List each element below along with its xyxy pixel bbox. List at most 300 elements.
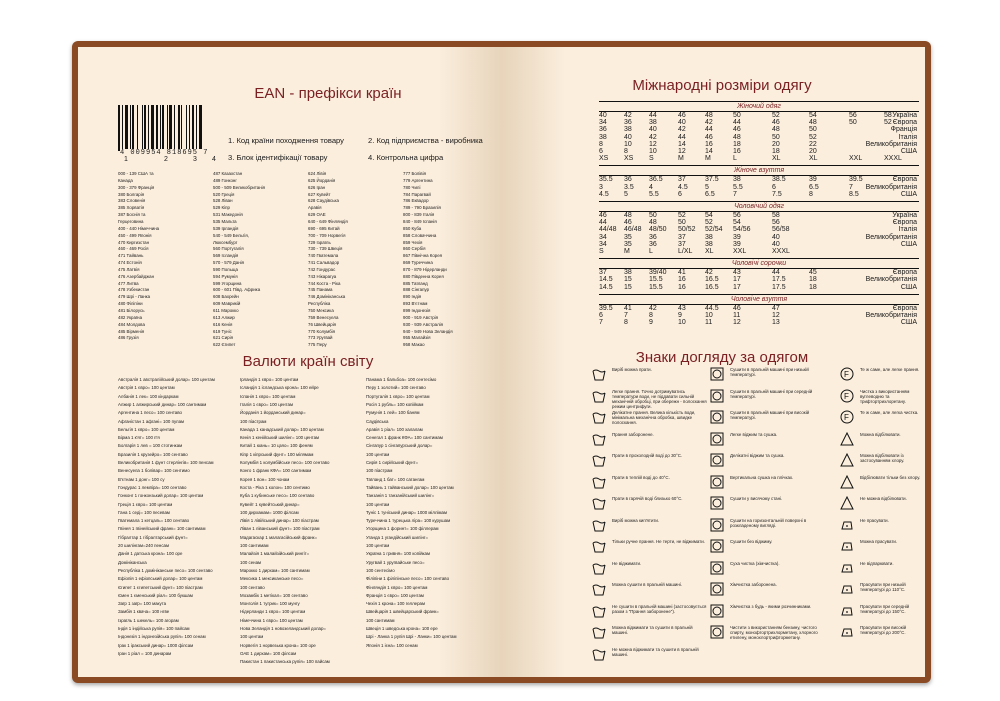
size-value: 50: [733, 112, 741, 119]
currency-entry-1-10: Колумбія 1 колумбійське песо= 100 сентаво: [240, 460, 330, 465]
size-value: 15: [624, 276, 632, 284]
currency-entry-1-6: Канада 1 канадський долар= 100 центам: [240, 426, 324, 432]
ean-entry-3-12: 867 Північна Корея: [403, 253, 443, 259]
ean-entry-3-11: 860 Сербія: [403, 246, 426, 252]
currency-entry-2-23: 100 сентесімо: [366, 567, 395, 573]
care-description: Хімчистка з будь - якими розчинниками.: [730, 603, 812, 609]
ean-entry-0-8: 400 - 440 Німеччина: [118, 225, 160, 231]
barcode-bar: [137, 105, 138, 151]
care-symbol-icon: [710, 518, 724, 532]
size-value: 15.5: [649, 276, 663, 284]
size-value: 10: [649, 148, 657, 155]
size-country: Європа: [892, 119, 917, 127]
care-symbol-icon: [592, 647, 606, 661]
size-value: 7: [849, 183, 853, 191]
size-country: США: [900, 319, 917, 327]
ean-entry-0-1: Канада: [118, 177, 133, 183]
currency-entry-2-7: Сенегал 1 франк КФА= 100 сантимам: [366, 435, 443, 441]
size-value: 37: [678, 233, 686, 241]
size-value: 4.5: [599, 190, 609, 198]
currency-entry-0-19: Гібралтар 1 гібралтарський фунт=: [118, 534, 188, 540]
care-symbol-icon: [710, 475, 724, 489]
size-value: 50: [809, 126, 817, 134]
ean-entry-1-5: 529 Кіпр: [213, 205, 230, 211]
ean-entry-2-11: 730 - 739 Швеція: [308, 246, 343, 252]
size-value: 15.5: [649, 283, 663, 291]
barcode-digits: 4 009954 818695 7: [120, 149, 209, 157]
size-country: США: [900, 283, 917, 291]
currency-entry-2-25: Фінляндія 1 євро= 100 центам: [366, 584, 428, 590]
size-value: 42: [649, 133, 657, 141]
care-symbol-icon: [592, 625, 606, 639]
ean-entry-1-8: 539 Ірландія: [213, 225, 239, 231]
legend-item-4: 4. Контрольна цифра: [368, 153, 444, 162]
ean-entry-1-17: 600 - 601 Півд. Африка: [213, 287, 261, 293]
currency-entry-2-18: Угорщина 1 форинт= 100 філлерам: [366, 526, 439, 532]
barcode-bar: [144, 105, 146, 151]
ean-entry-2-5: Аравія: [308, 205, 322, 211]
currency-entry-0-8: Болгарія 1 лев = 100 стотинкам: [118, 443, 183, 449]
ean-entry-1-13: 570 - 579 Данія: [213, 260, 244, 266]
size-country: Європа: [892, 176, 917, 184]
size-value: 11: [733, 312, 741, 319]
ean-entry-2-4: 628 Саудівська: [308, 198, 339, 204]
currency-entry-1-5: 100 піастрам: [240, 418, 267, 424]
currency-entry-2-1: Перу 1 золотий= 100 сентаво: [366, 385, 426, 391]
size-value: 50: [772, 133, 780, 141]
care-description: Сушити на горизонтальній поверхні в розкладеному вигляді.: [730, 517, 807, 528]
size-value: 18: [772, 148, 780, 155]
currency-entry-2-17: Туреччина 1 турецька ліра= 100 курушам: [366, 518, 451, 524]
currency-entry-0-33: Іран 1 ріал = 100 динарам: [118, 650, 172, 656]
currency-entry-0-20: 20 шилінгам=240 пенсам: [118, 543, 170, 548]
ean-entry-1-20: 611 Марокко: [213, 308, 239, 313]
size-value: 20: [772, 140, 780, 148]
size-value: 16: [678, 283, 686, 291]
care-description: Можна відбілювати із застосуванням хлору.: [860, 453, 905, 464]
care-symbol-icon: [840, 582, 854, 596]
care-description: Прати в прохолодній воді до 30°С.: [612, 453, 683, 458]
care-description: Сушити без віджиму.: [730, 539, 773, 544]
care-description: Чистити з використанням бензину, чистого спирту, монофтортрихлорметану, хлорного етилену, монохлортрифторметану.: [730, 625, 818, 641]
barcode-label-2: 2: [164, 156, 168, 163]
currency-entry-2-0: Панама 1 бальбоа= 100 сентесімо: [366, 377, 437, 382]
barcode-bar: [196, 105, 197, 151]
care-symbol-icon: [592, 432, 606, 446]
currency-entry-0-6: Бельгія 1 євро= 100 центам: [118, 426, 175, 432]
size-value: 44: [649, 112, 657, 119]
size-value: 18: [733, 140, 741, 148]
care-symbol-icon: [592, 561, 606, 575]
ean-entry-1-1: 489 Гонконг: [213, 177, 237, 183]
size-country: Європа: [892, 269, 917, 277]
size-country: Великобританія: [865, 276, 917, 284]
size-value: 7: [733, 190, 737, 198]
size-value: 3.5: [624, 183, 634, 191]
size-value: 12: [649, 140, 657, 148]
ean-entry-1-14: 590 Польща: [213, 266, 238, 272]
size-value: XL: [809, 155, 818, 163]
care-symbol-icon: [710, 625, 724, 639]
ean-entry-3-0: 777 Болівія: [403, 171, 426, 176]
currency-entry-0-22: Домініканська: [118, 559, 147, 565]
size-value: 17.5: [772, 283, 786, 291]
size-value: 47: [772, 304, 780, 312]
care-symbol-icon: [710, 496, 724, 510]
ean-entry-0-19: 480 Філіпіни: [118, 301, 143, 307]
size-value: 39: [733, 240, 741, 248]
size-value: 14: [678, 140, 686, 148]
ean-entry-1-24: 621 Сирія: [213, 335, 233, 341]
barcode-bar: [151, 105, 154, 151]
currency-entry-2-19: Уганда 1 угандійський шилінг=: [366, 534, 429, 540]
ean-entry-3-1: 779 Аргентина: [403, 177, 433, 183]
size-value: 14.5: [599, 276, 613, 284]
currency-entry-2-12: Таїланд 1 бат= 100 сатангам: [366, 476, 425, 482]
barcode-bar: [160, 105, 161, 151]
care-symbol-icon: [710, 432, 724, 446]
care-symbol-icon: [592, 582, 606, 596]
currency-entry-0-16: Гана 1 седі= 100 песевам: [118, 509, 170, 515]
size-value: XXL: [733, 248, 747, 255]
size-value: 16.5: [705, 276, 719, 284]
size-value: 52: [884, 119, 892, 127]
ean-entry-3-2: 780 Чилі: [403, 184, 421, 190]
size-value: 4: [649, 183, 653, 191]
ean-entry-0-14: 475 Латвія: [118, 266, 140, 272]
size-value: 36: [624, 176, 632, 184]
size-value: 40: [599, 112, 607, 119]
care-symbol-icon: [840, 389, 854, 403]
ean-entry-2-12: 740 Гватемала: [308, 253, 339, 259]
size-value: 46: [733, 304, 741, 312]
currency-entry-1-12: Корея 1 вон= 100 чонам: [240, 476, 290, 482]
size-section-header: Жіночий одяг: [599, 101, 919, 112]
size-value: 8: [809, 190, 813, 198]
ean-entry-0-6: 387 Боснія та: [118, 212, 146, 218]
currency-entry-0-21: Данія 1 датська крона= 100 оре: [118, 551, 183, 557]
size-value: 34: [599, 240, 607, 248]
currency-entry-0-24: Ефіопія 1 ефіопський долар= 100 центам: [118, 576, 203, 582]
size-value: 3: [599, 183, 603, 191]
size-value: 10: [705, 312, 713, 319]
size-value: M: [678, 155, 684, 163]
care-description: Не відпарювати.: [860, 560, 894, 566]
barcode-bar: [169, 105, 172, 151]
size-value: XXXL: [884, 155, 902, 163]
barcode-bar: [181, 105, 182, 151]
ean-entry-3-21: 900 - 919 Австрія: [403, 314, 438, 320]
care-description: Легке прання. Точно дотримуватись температури води, не піддавати сильній механічній обробці, при обережн - полоскання режим центрифуги.: [612, 388, 707, 410]
size-value: 16: [678, 276, 686, 284]
currency-entry-2-27: Чехія 1 крона= 100 геллерам: [366, 601, 425, 607]
size-value: 9: [678, 312, 682, 319]
currency-entry-2-9: 100 центам: [366, 451, 390, 457]
size-value: 20: [809, 148, 817, 155]
currency-entry-2-13: Тайвань 1 тайванський долар= 100 центам: [366, 484, 454, 490]
currency-entry-1-23: Марокко 1 дирхам= 100 сантимам: [240, 567, 310, 573]
size-value: 48: [772, 126, 780, 134]
size-value: 16: [733, 148, 741, 155]
legend-item-2: 2. Код підприємства - виробника: [368, 136, 483, 145]
size-value: 42: [705, 269, 713, 277]
currency-entry-1-16: 100 дирхамам= 1000 філсам: [240, 509, 299, 515]
care-table: [502, 365, 925, 675]
ean-entry-3-15: 880 Південна Корея: [403, 273, 444, 279]
care-description: Не можна відбілювати.: [860, 496, 907, 501]
currency-entry-0-28: Замбія 1 квача= 100 нгве: [118, 609, 170, 615]
ean-entry-0-0: 000 - 139 США та: [118, 171, 154, 176]
care-symbol-icon: [592, 367, 606, 381]
care-description: Сушити в пральній машині при середній температурі.: [730, 388, 813, 399]
ean-entry-3-10: 859 Чехія: [403, 239, 423, 245]
ean-entry-2-2: 626 Іран: [308, 184, 326, 190]
care-description: Хімчистка заборонена.: [730, 582, 777, 587]
care-symbol-icon: [840, 496, 854, 510]
currency-title: Валюти країн світу: [242, 353, 374, 370]
barcode-bar: [118, 105, 120, 151]
size-value: 40: [772, 233, 780, 241]
currency-entry-2-31: Шрі - Ланка 1 рупія Шрі - Ланки= 100 центам: [366, 634, 457, 640]
care-symbol-icon: [840, 561, 854, 575]
ean-entry-1-10: Люксембург: [213, 239, 238, 245]
currency-entry-1-33: ОАЕ 1 дирхам= 100 філсам: [240, 650, 297, 656]
currency-entry-1-22: 100 сенам: [240, 559, 262, 565]
size-value: 8: [599, 140, 603, 148]
size-value: 8: [649, 312, 653, 319]
currency-entry-2-22: Уругвай 1 уругвайське песо=: [366, 559, 425, 565]
ean-entry-3-25: 958 Макао: [403, 342, 425, 348]
size-value: 6: [678, 190, 682, 198]
barcode-bar: [156, 105, 158, 151]
ean-entry-2-21: 759 Венесуела: [308, 314, 339, 320]
care-description: Чистка з використанням вуглеводню та трифтортрихлоретану.: [860, 388, 910, 404]
currency-entry-2-16: Туніс 1 туніський динар= 1000 міллімам: [366, 509, 447, 515]
barcode-label-3: 3: [193, 156, 197, 163]
sizes-table: [502, 47, 925, 347]
currency-entry-1-1: Ісландія 1 ісландська крона= 100 ейре: [240, 385, 319, 391]
ean-entry-3-13: 869 Туреччина: [403, 260, 433, 266]
size-value: 12: [772, 312, 780, 319]
size-value: 39.5: [849, 176, 863, 184]
size-value: 58: [772, 212, 780, 219]
ean-entry-1-4: 528 Ліван: [213, 198, 233, 204]
ean-entry-2-6: 629 ОАЕ: [308, 212, 326, 218]
care-description: Не сушити в пральній машині (застосовується разом з "Прання заборонене").: [612, 603, 707, 614]
ean-entry-0-10: 470 Киргизстан: [118, 239, 150, 245]
size-value: 36: [599, 126, 607, 134]
ean-entry-3-14: 870 - 879 Нідерланди: [403, 266, 447, 272]
care-description: Прасувати при високій температурі до 200°С.: [860, 625, 907, 636]
size-country: Франція: [890, 126, 917, 134]
size-value: 52: [705, 219, 713, 227]
size-value: XL: [705, 248, 714, 255]
size-value: L: [649, 248, 653, 255]
currency-entry-1-18: Ліван 1 ліванський фунт= 100 піастрам: [240, 526, 320, 532]
ean-entry-3-5: 789 - 790 Бразилія: [403, 205, 441, 211]
svg-text:F: F: [844, 391, 849, 401]
size-value: 54/56: [733, 226, 751, 234]
currency-entry-2-15: 100 центам: [366, 501, 390, 507]
size-value: 50/52: [678, 226, 696, 234]
left-page: [78, 47, 502, 677]
size-value: 54: [705, 212, 713, 219]
size-value: 52: [678, 212, 686, 219]
care-description: Делікатне прання. Велика кількість води, мінімальна механічна обробка, швидке полоскання.: [612, 410, 696, 426]
currency-entry-1-15: Кувейт 1 кувейтський динар=: [240, 501, 300, 507]
currency-entry-2-21: Україна 1 гривня= 100 копійкам: [366, 551, 431, 557]
ean-entry-2-17: 745 Панама: [308, 287, 333, 293]
currency-entry-2-6: Аравія 1 ріал= 100 халалам: [366, 426, 423, 432]
size-value: 52: [809, 133, 817, 141]
ean-entry-2-0: 624 Лівія: [308, 171, 327, 176]
size-value: 12: [678, 148, 686, 155]
size-value: 50: [678, 219, 686, 227]
currency-entry-1-24: Мексика 1 мексиканське песо=: [240, 576, 304, 582]
size-value: 38.5: [772, 176, 786, 184]
size-value: 34: [599, 119, 607, 127]
size-value: 50: [649, 212, 657, 219]
care-symbol-icon: [840, 453, 854, 467]
size-value: 17.5: [772, 276, 786, 284]
size-value: 42: [624, 112, 632, 119]
size-value: 10: [624, 140, 632, 148]
size-value: 44: [772, 269, 780, 277]
size-value: 50: [849, 119, 857, 127]
currency-entry-1-17: Лівія 1 лівійський динар= 100 піастрам: [240, 518, 319, 524]
barcode-bar: [174, 105, 175, 151]
currency-entry-1-4: Йорданія 1 йорданський динар=: [240, 410, 306, 416]
size-value: 46: [624, 219, 632, 227]
currency-entry-0-29: Ізраїль 1 шекель= 100 агорам: [118, 617, 179, 623]
care-symbol-icon: [592, 518, 606, 532]
size-value: 4.5: [678, 183, 688, 191]
currency-entry-0-2: Албанія 1 лек= 100 кіндаркам: [118, 393, 179, 399]
care-symbol-icon: [592, 539, 606, 553]
size-value: 52: [772, 112, 780, 119]
ean-entry-2-23: 770 Колумбія: [308, 328, 335, 334]
currency-entry-1-11: Конго 1 франк КФА= 100 сантимам: [240, 468, 312, 474]
size-value: L: [733, 155, 737, 163]
ean-entry-2-8: 690 - 695 Китай: [308, 225, 340, 231]
currency-entry-0-32: Ірак 1 іракський динар= 1000 філсам: [118, 642, 194, 648]
size-value: 7: [624, 312, 628, 319]
currency-entry-1-30: Нова Зеландія 1 новозеландський долар=: [240, 626, 326, 631]
size-country: США: [900, 190, 917, 198]
size-value: 22: [809, 140, 817, 148]
size-value: 42: [678, 126, 686, 134]
size-value: 13: [772, 319, 780, 327]
currency-entry-2-2: Португалія 1 євро= 100 центам: [366, 393, 430, 399]
size-value: S: [599, 248, 604, 255]
size-value: 48: [624, 212, 632, 219]
barcode-label-1: 1: [124, 156, 128, 163]
currency-entry-1-27: Монголія 1 тугрик= 100 мунгу: [240, 601, 300, 607]
care-symbol-icon: [592, 604, 606, 618]
size-value: 8.5: [849, 190, 859, 198]
ean-entry-3-24: 955 Малайзія: [403, 335, 431, 341]
size-value: 38: [649, 119, 657, 127]
ean-entry-1-7: 535 Мальта: [213, 218, 237, 224]
barcode-bar: [186, 105, 187, 151]
size-value: 17: [733, 283, 741, 291]
size-value: 36: [624, 119, 632, 127]
size-value: 8: [624, 319, 628, 327]
ean-entry-3-20: 899 Індонезія: [403, 308, 431, 313]
size-country: Італія: [898, 133, 917, 141]
size-value: M: [705, 155, 711, 163]
ean-entry-2-24: 773 Уругвай: [308, 335, 333, 341]
size-country: Європа: [892, 219, 917, 227]
right-page: [502, 47, 925, 677]
ean-entry-0-9: 450 - 499 Японія: [118, 232, 152, 238]
size-value: 36: [649, 233, 657, 241]
barcode-bar: [122, 105, 123, 151]
ean-entry-0-20: 481 Білорусь: [118, 308, 145, 313]
currency-entry-0-0: Австралія 1 австралійський долар= 100 центам: [118, 377, 215, 382]
ean-entry-3-18: 890 Індія: [403, 294, 422, 300]
care-symbol-icon: [710, 410, 724, 424]
currency-entry-0-15: Греція 1 євро= 100 центам: [118, 501, 173, 507]
size-value: 41: [624, 304, 632, 312]
currency-entry-1-26: Мозамбік 1 метікал= 100 сентаво: [240, 592, 308, 598]
care-description: Прати в гарячій воді близько 60°С.: [612, 496, 683, 501]
size-value: XXL: [849, 155, 863, 163]
size-value: 38: [733, 176, 741, 184]
care-description: Сушити у висячому стані.: [730, 496, 783, 501]
size-value: 37: [599, 269, 607, 277]
ean-entry-1-16: 599 Угорщина: [213, 280, 242, 286]
ean-entry-2-9: 700 - 709 Норвегія: [308, 232, 346, 238]
size-value: 38: [624, 269, 632, 277]
size-value: 37: [678, 176, 686, 184]
size-value: 43: [678, 304, 686, 312]
size-value: 9: [649, 319, 653, 327]
currency-entry-2-3: Росія 1 рубль= 100 копійкам: [366, 401, 424, 407]
currency-entry-2-14: Танзанія 1 танзанійський шилінг=: [366, 493, 435, 499]
currency-entry-0-10: Великобританія 1 фунт стерлінгів= 100 пенсам: [118, 460, 214, 465]
size-value: 45: [809, 269, 817, 277]
ean-entry-2-18: 746 Домініканська: [308, 294, 346, 300]
size-country: Великобританія: [865, 233, 917, 241]
size-value: 5.5: [649, 190, 659, 198]
size-section-header: Чоловіче взуття: [599, 294, 919, 305]
ean-entry-3-6: 800 - 839 Італія: [403, 212, 435, 218]
currency-entry-1-7: Кенія 1 кенійський шилінг= 100 центам: [240, 435, 320, 441]
care-symbol-icon: [840, 475, 854, 489]
ean-entry-3-9: 858 Словаччина: [403, 232, 437, 238]
ean-entry-2-19: Республіка: [308, 301, 331, 307]
ean-entry-3-23: 940 - 949 Нова Зеландія: [403, 328, 453, 334]
ean-entry-0-18: 479 Шрі - Ланка: [118, 294, 151, 300]
size-value: 6: [772, 183, 776, 191]
ean-entry-0-21: 482 Україна: [118, 314, 143, 320]
currency-entry-0-27: Заїр 1 заїр= 100 макута: [118, 601, 167, 607]
ean-entry-3-3: 784 Парагвай: [403, 191, 431, 197]
size-value: 18: [809, 283, 817, 291]
care-description: Не можна віджимати та сушити в пральній машині.: [612, 646, 699, 657]
size-value: 48: [649, 219, 657, 227]
care-symbol-icon: [592, 475, 606, 489]
ean-entry-0-23: 485 Вірменія: [118, 328, 145, 334]
ean-entry-0-24: 486 Грузія: [118, 335, 139, 341]
size-country: США: [900, 240, 917, 248]
ean-entry-3-17: 888 Сінгапур: [403, 287, 430, 293]
size-value: L/XL: [678, 248, 693, 255]
currency-entry-0-11: Венесуела 1 боліваp= 100 сентимо: [118, 468, 190, 474]
ean-entry-3-16: 885 Таїланд: [403, 280, 428, 286]
size-value: 52/54: [705, 226, 723, 234]
